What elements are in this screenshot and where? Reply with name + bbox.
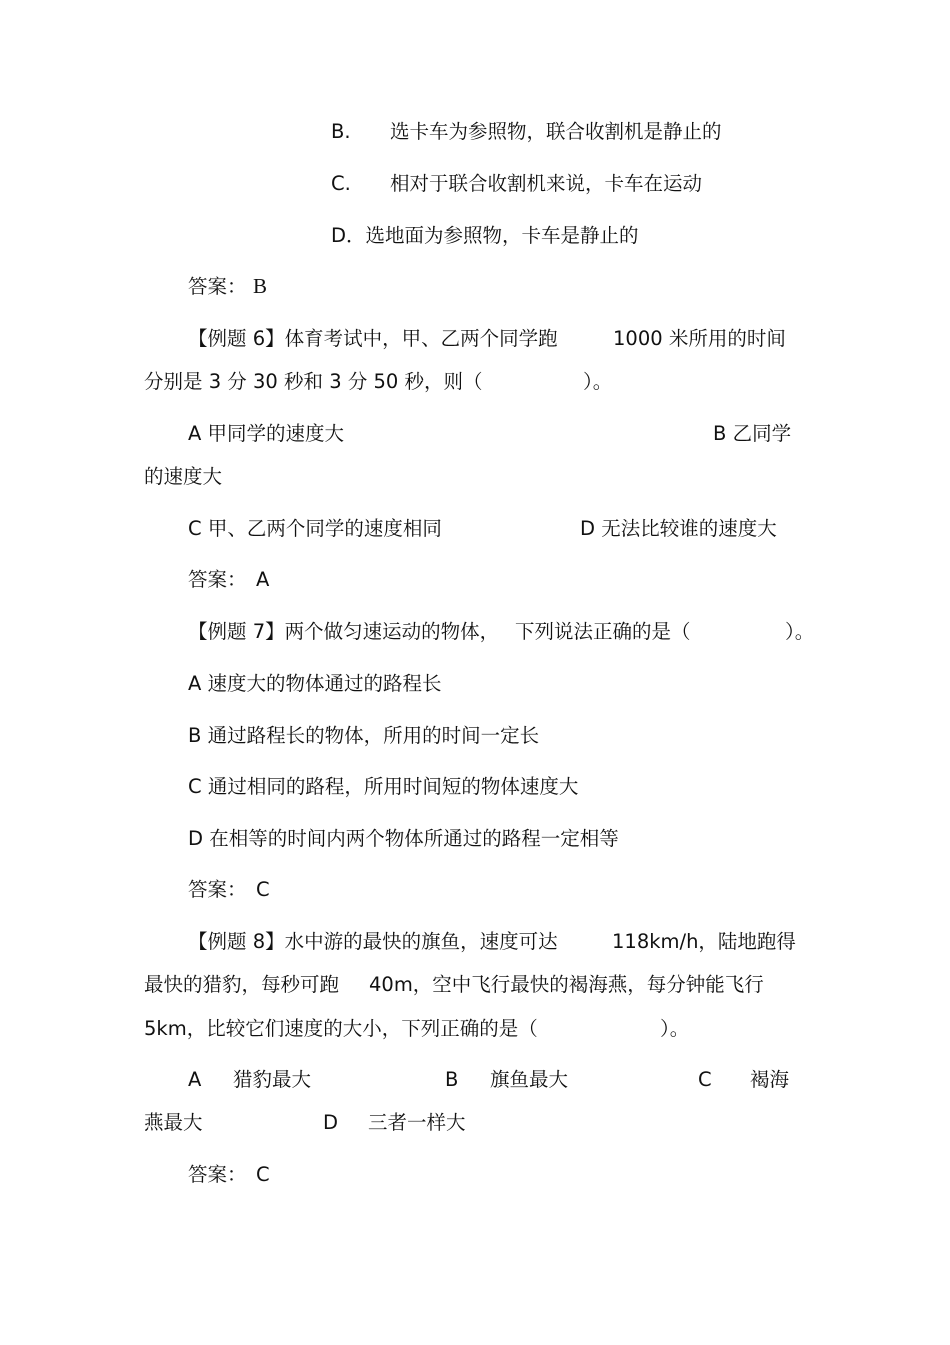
q8-option-d-text: 三者一样大 (368, 1111, 466, 1134)
q6-stem-line2-part2: ）。 (583, 370, 613, 393)
q8-stem-line2-part2: 40m，空中飞行最快的褐海燕，每分钟能飞行 (369, 973, 764, 996)
q8-option-c-text-part1: 褐海 (750, 1068, 790, 1091)
q8-option-b-text: 旗鱼最大 (490, 1068, 569, 1091)
q6-option-d: D 无法比较谁的速度大 (580, 517, 777, 540)
option-c-letter: C. (331, 172, 351, 195)
q8-stem-line3-part2: ）。 (660, 1017, 690, 1040)
q7-option-c: C 通过相同的路程，所用时间短的物体速度大 (188, 775, 579, 798)
q8-answer-value: C (256, 1163, 270, 1186)
q6-stem-line1-part1: 【例题 6】体育考试中，甲、乙两个同学跑 (188, 327, 558, 350)
q7-stem-part3: ）。 (785, 620, 815, 643)
q6-stem-line1-part2: 1000 米所用的时间 (613, 327, 786, 350)
q8-stem-line1-part1: 【例题 8】水中游的最快的旗鱼，速度可达 (188, 930, 558, 953)
q7-stem-part1: 【例题 7】两个做匀速运动的物体， (188, 620, 500, 643)
q7-answer-value: C (256, 878, 270, 901)
q6-answer-label: 答案： (188, 568, 247, 591)
q7-answer-label: 答案： (188, 878, 247, 901)
q8-answer-label: 答案： (188, 1163, 247, 1186)
q6-stem-line2-part1: 分别是 3 分 30 秒和 3 分 50 秒，则（ (144, 370, 483, 393)
option-b-letter: B. (331, 120, 351, 143)
q8-option-c-text-part2: 燕最大 (144, 1111, 203, 1134)
q8-option-c-letter: C (698, 1068, 712, 1091)
q8-option-a-text: 猎豹最大 (233, 1068, 312, 1091)
option-d-text: D．选地面为参照物，卡车是静止的 (331, 224, 639, 247)
q8-option-b-letter: B (445, 1068, 459, 1091)
answer-value: B (253, 274, 268, 298)
q7-stem-part2: 下列说法正确的是（ (515, 620, 691, 643)
q7-option-b: B 通过路程长的物体，所用的时间一定长 (188, 724, 540, 747)
q6-option-a: A 甲同学的速度大 (188, 422, 345, 445)
answer-label: 答案： (188, 275, 247, 298)
q6-answer-value: A (256, 568, 270, 591)
q6-option-b-part1: B 乙同学 (713, 422, 792, 445)
q8-stem-line2-part1: 最快的猎豹，每秒可跑 (144, 973, 340, 996)
q7-option-a: A 速度大的物体通过的路程长 (188, 672, 442, 695)
q8-option-d-letter: D (323, 1111, 339, 1134)
option-b-text: 选卡车为参照物，联合收割机是静止的 (390, 120, 722, 143)
q6-option-c: C 甲、乙两个同学的速度相同 (188, 517, 442, 540)
q8-stem-line3-part1: 5km，比较它们速度的大小，下列正确的是（ (144, 1017, 538, 1040)
option-c-text: 相对于联合收割机来说，卡车在运动 (390, 172, 703, 195)
q8-stem-line1-part2: 118km/h，陆地跑得 (612, 930, 796, 953)
q7-option-d: D 在相等的时间内两个物体所通过的路程一定相等 (188, 827, 619, 850)
q6-option-b-part2: 的速度大 (144, 465, 223, 488)
q8-option-a-letter: A (188, 1068, 202, 1091)
